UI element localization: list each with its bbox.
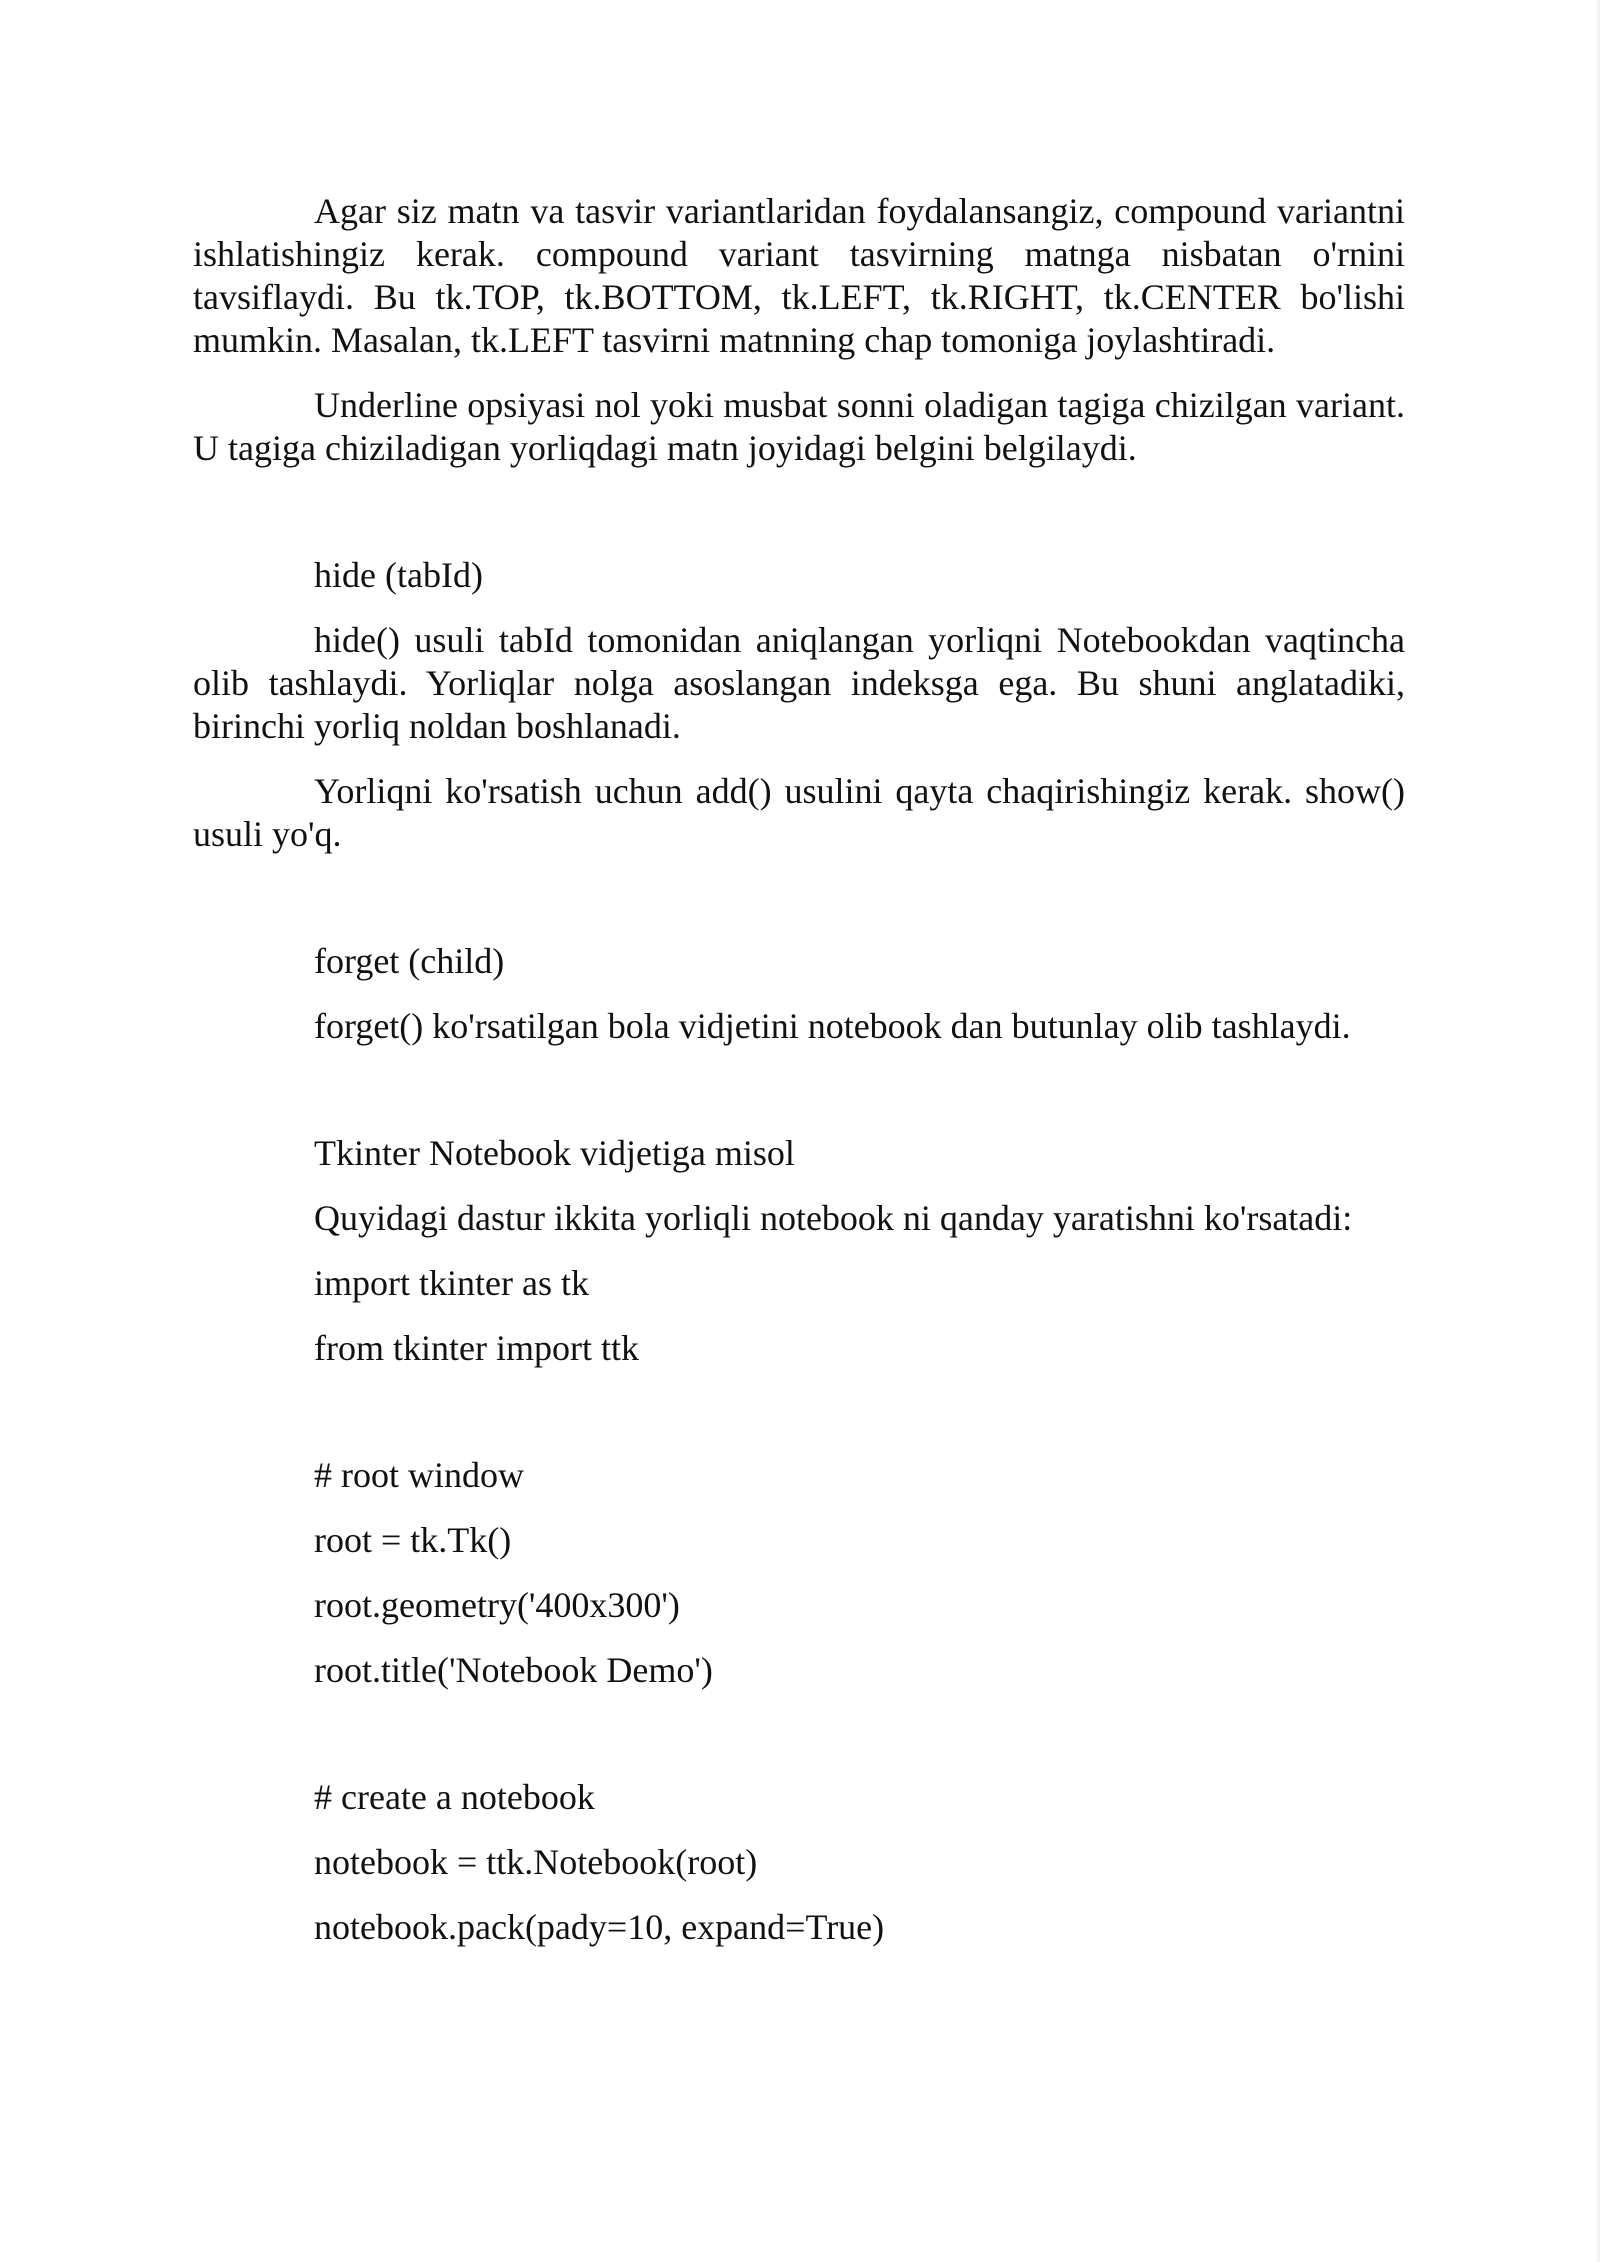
- code-line: notebook = ttk.Notebook(root): [314, 1842, 758, 1882]
- spacer: [193, 1070, 1405, 1132]
- paragraph-example-intro: Quyidagi dastur ikkita yorliqli notebook ni qanday yaratishni ko'rsatadi:: [314, 1198, 1353, 1238]
- paragraph-show: Yorliqni ko'rsatish uchun add() usulini qayta chaqirishingiz kerak. show() usuli yo'q.: [193, 771, 1405, 854]
- code-line: import tkinter as tk: [314, 1263, 589, 1303]
- spacer: [193, 1392, 1405, 1454]
- spacer: [193, 1714, 1405, 1776]
- spacer: [193, 492, 1405, 554]
- code-line: root.geometry('400x300'): [314, 1585, 680, 1625]
- code-comment: # create a notebook: [314, 1777, 595, 1817]
- heading-forget: forget (child): [314, 941, 505, 981]
- page-body: [193, 190, 1405, 1971]
- paragraph-hide: hide() usuli tabId tomonidan aniqlangan yorliqni Notebookdan vaqtincha olib tashlaydi. Yorliqlar nolga asoslangan indeksga ega. Bu shuni anglatadiki, birinchi yorliq noldan boshlanadi.: [193, 620, 1405, 746]
- code-line: root.title('Notebook Demo'): [314, 1650, 713, 1690]
- paragraph-forget: forget() ko'rsatilgan bola vidjetini notebook dan butunlay olib tashlaydi.: [314, 1006, 1351, 1046]
- paragraph-underline: Underline opsiyasi nol yoki musbat sonni oladigan tagiga chizilgan variant. U tagiga chiziladigan yorliqdagi matn joyidagi belgini belgilaydi.: [193, 385, 1405, 468]
- page-edge-shadow: [1594, 0, 1600, 2262]
- code-line: root = tk.Tk(): [314, 1520, 512, 1560]
- heading-hide: hide (tabId): [314, 555, 483, 595]
- code-line: from tkinter import ttk: [314, 1328, 639, 1368]
- paragraph-compound: Agar siz matn va tasvir variantlaridan foydalansangiz, compound variantni ishlatishingiz kerak. compound variant tasvirning matnga nisbatan o'rnini tavsiflaydi. Bu tk.TOP, tk.BOTTOM, tk.LEFT, tk.RIGHT, tk.CENTER bo'lishi mumkin. Masalan, tk.LEFT tasvirni matnning chap tomoniga joylashtiradi.: [193, 191, 1405, 360]
- spacer: [193, 878, 1405, 940]
- heading-example: Tkinter Notebook vidjetiga misol: [314, 1133, 795, 1173]
- code-line: notebook.pack(pady=10, expand=True): [314, 1907, 885, 1947]
- code-comment: # root window: [314, 1455, 524, 1495]
